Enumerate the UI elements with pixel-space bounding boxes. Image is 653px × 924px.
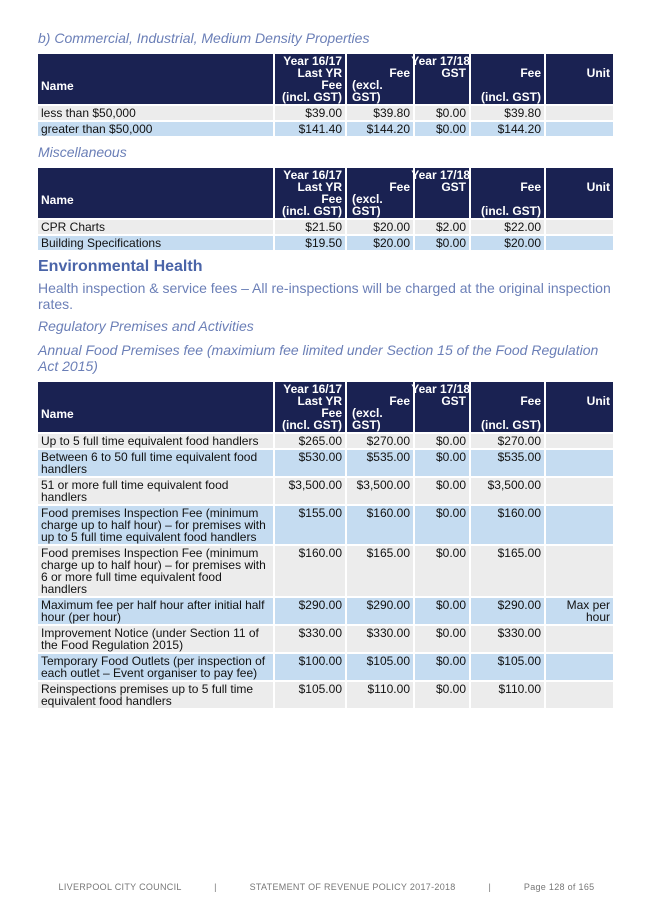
page — [38, 30, 615, 716]
section-heading-commercial: b) Commercial, Industrial, Medium Density Properties — [38, 30, 370, 46]
col-header-gst: GST — [415, 168, 469, 218]
cell-last-year-fee: $141.40 — [275, 122, 345, 136]
cell-fee-incl-gst: $330.00 — [471, 626, 544, 652]
col-header-unit: Unit — [546, 382, 613, 432]
cell-unit: Max per hour — [546, 598, 613, 624]
cell-gst: $2.00 — [415, 220, 469, 234]
col-header-unit: Unit — [546, 168, 613, 218]
col-header-fee-excl: Year 17/18 Fee (excl. GST) — [347, 168, 413, 218]
cell-gst: $0.00 — [415, 450, 469, 476]
cell-gst: $0.00 — [415, 506, 469, 544]
env-intro-text: Health inspection & service fees – All re-inspections will be charged at the original inspection rates. — [38, 280, 611, 312]
cell-name: Temporary Food Outlets (per inspection of each outlet – Event organiser to pay fee) — [38, 654, 273, 680]
section-heading-misc: Miscellaneous — [38, 144, 127, 160]
subheading-annual-food: Annual Food Premises fee (maximium fee limited under Section 15 of the Food Regulation Act 2015) — [38, 342, 599, 374]
col-header-gst: GST — [415, 382, 469, 432]
misc-fee-table — [36, 166, 615, 252]
cell-unit — [546, 106, 613, 120]
table-row — [38, 626, 613, 652]
cell-fee-excl-gst: $20.00 — [347, 236, 413, 250]
col-header-unit: Unit — [546, 54, 613, 104]
cell-gst: $0.00 — [415, 122, 469, 136]
cell-fee-incl-gst: $20.00 — [471, 236, 544, 250]
col-header-fee-incl: Fee (incl. GST) — [471, 382, 544, 432]
cell-name: Reinspections premises up to 5 full time equivalent food handlers — [38, 682, 273, 708]
col-header-last-year: Year 16/17 Last YR Fee (incl. GST) — [275, 54, 345, 104]
table-header-row — [38, 54, 613, 104]
cell-fee-incl-gst: $160.00 — [471, 506, 544, 544]
cell-gst: $0.00 — [415, 434, 469, 448]
cell-fee-excl-gst: $330.00 — [347, 626, 413, 652]
cell-fee-excl-gst: $39.80 — [347, 106, 413, 120]
cell-fee-incl-gst: $3,500.00 — [471, 478, 544, 504]
cell-fee-incl-gst: $144.20 — [471, 122, 544, 136]
cell-fee-incl-gst: $165.00 — [471, 546, 544, 596]
commercial-fee-table — [36, 52, 615, 138]
cell-unit — [546, 478, 613, 504]
cell-last-year-fee: $100.00 — [275, 654, 345, 680]
cell-fee-excl-gst: $105.00 — [347, 654, 413, 680]
footer-separator: | — [488, 882, 492, 892]
cell-name: Maximum fee per half hour after initial half hour (per hour) — [38, 598, 273, 624]
year-header: Year 17/18 — [411, 168, 470, 182]
cell-last-year-fee: $105.00 — [275, 682, 345, 708]
cell-fee-incl-gst: $22.00 — [471, 220, 544, 234]
cell-gst: $0.00 — [415, 654, 469, 680]
cell-last-year-fee: $19.50 — [275, 236, 345, 250]
cell-name: 51 or more full time equivalent food handlers — [38, 478, 273, 504]
col-header-name: Name — [38, 168, 273, 218]
cell-gst: $0.00 — [415, 682, 469, 708]
table-header-row — [38, 382, 613, 432]
cell-name: Improvement Notice (under Section 11 of the Food Regulation 2015) — [38, 626, 273, 652]
table-row — [38, 682, 613, 708]
table-row — [38, 220, 613, 234]
cell-unit — [546, 654, 613, 680]
cell-name: Between 6 to 50 full time equivalent food handlers — [38, 450, 273, 476]
cell-fee-incl-gst: $110.00 — [471, 682, 544, 708]
cell-unit — [546, 220, 613, 234]
cell-gst: $0.00 — [415, 626, 469, 652]
cell-gst: $0.00 — [415, 598, 469, 624]
page-footer — [0, 882, 653, 892]
cell-name: Food premises Inspection Fee (minimum charge up to half hour) – for premises with up to 5 full time equivalent food handlers — [38, 506, 273, 544]
cell-fee-incl-gst: $535.00 — [471, 450, 544, 476]
cell-unit — [546, 506, 613, 544]
table-row — [38, 236, 613, 250]
col-header-last-year: Year 16/17 Last YR Fee (incl. GST) — [275, 168, 345, 218]
cell-fee-excl-gst: $20.00 — [347, 220, 413, 234]
cell-last-year-fee: $155.00 — [275, 506, 345, 544]
cell-last-year-fee: $530.00 — [275, 450, 345, 476]
cell-gst: $0.00 — [415, 236, 469, 250]
year-header: Year 17/18 — [411, 54, 470, 68]
cell-name: CPR Charts — [38, 220, 273, 234]
table-row — [38, 106, 613, 120]
table-row — [38, 546, 613, 596]
cell-last-year-fee: $39.00 — [275, 106, 345, 120]
cell-gst: $0.00 — [415, 546, 469, 596]
env-fee-table — [36, 380, 615, 710]
subheading-regulatory: Regulatory Premises and Activities — [38, 318, 254, 334]
cell-gst: $0.00 — [415, 478, 469, 504]
col-header-last-year: Year 16/17 Last YR Fee (incl. GST) — [275, 382, 345, 432]
cell-fee-incl-gst: $290.00 — [471, 598, 544, 624]
year-header: Year 17/18 — [411, 382, 470, 396]
cell-last-year-fee: $330.00 — [275, 626, 345, 652]
cell-name: greater than $50,000 — [38, 122, 273, 136]
cell-fee-excl-gst: $165.00 — [347, 546, 413, 596]
cell-name: less than $50,000 — [38, 106, 273, 120]
cell-fee-excl-gst: $3,500.00 — [347, 478, 413, 504]
footer-org: LIVERPOOL CITY COUNCIL — [58, 882, 182, 892]
col-header-fee-incl: Fee (incl. GST) — [471, 54, 544, 104]
table-row — [38, 450, 613, 476]
cell-name: Up to 5 full time equivalent food handlers — [38, 434, 273, 448]
table-row — [38, 478, 613, 504]
cell-fee-excl-gst: $290.00 — [347, 598, 413, 624]
cell-last-year-fee: $290.00 — [275, 598, 345, 624]
cell-last-year-fee: $21.50 — [275, 220, 345, 234]
cell-fee-excl-gst: $110.00 — [347, 682, 413, 708]
cell-name: Food premises Inspection Fee (minimum charge up to half hour) – for premises with 6 or more full time equivalent food handlers — [38, 546, 273, 596]
footer-separator: | — [214, 882, 217, 892]
cell-fee-incl-gst: $39.80 — [471, 106, 544, 120]
cell-fee-excl-gst: $144.20 — [347, 122, 413, 136]
cell-unit — [546, 682, 613, 708]
col-header-name: Name — [38, 382, 273, 432]
table-row — [38, 122, 613, 136]
cell-gst: $0.00 — [415, 106, 469, 120]
col-header-fee-incl: Fee (incl. GST) — [471, 168, 544, 218]
cell-unit — [546, 546, 613, 596]
table-row — [38, 654, 613, 680]
footer-page-number: Page 128 of 165 — [523, 882, 595, 892]
cell-name: Building Specifications — [38, 236, 273, 250]
col-header-gst: GST — [415, 54, 469, 104]
table-row — [38, 506, 613, 544]
cell-fee-excl-gst: $160.00 — [347, 506, 413, 544]
col-header-name: Name — [38, 54, 273, 104]
cell-unit — [546, 450, 613, 476]
cell-unit — [546, 122, 613, 136]
cell-last-year-fee: $265.00 — [275, 434, 345, 448]
cell-last-year-fee: $3,500.00 — [275, 478, 345, 504]
cell-fee-incl-gst: $270.00 — [471, 434, 544, 448]
cell-unit — [546, 626, 613, 652]
table-row — [38, 434, 613, 448]
table-row — [38, 598, 613, 624]
table-header-row — [38, 168, 613, 218]
cell-last-year-fee: $160.00 — [275, 546, 345, 596]
cell-unit — [546, 236, 613, 250]
section-heading-environmental-health: Environmental Health — [38, 258, 203, 275]
cell-fee-excl-gst: $270.00 — [347, 434, 413, 448]
cell-unit — [546, 434, 613, 448]
col-header-fee-excl: Year 17/18 Fee (excl. GST) — [347, 54, 413, 104]
cell-fee-incl-gst: $105.00 — [471, 654, 544, 680]
footer-doc-title: STATEMENT OF REVENUE POLICY 2017-2018 — [249, 882, 456, 892]
cell-fee-excl-gst: $535.00 — [347, 450, 413, 476]
col-header-fee-excl: Year 17/18 Fee (excl. GST) — [347, 382, 413, 432]
